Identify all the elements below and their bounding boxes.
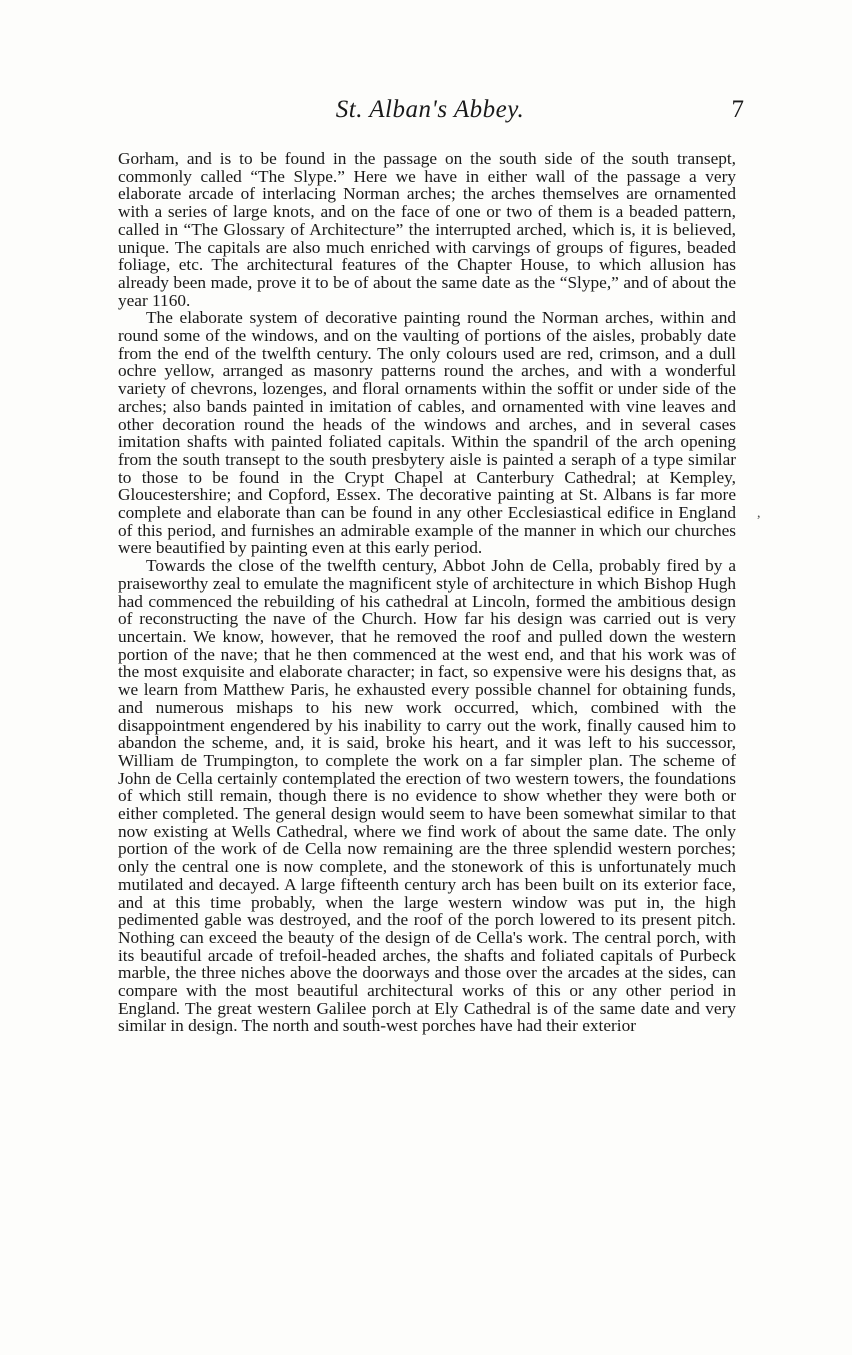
- page-number: 7: [731, 96, 744, 123]
- paragraph-1: Gorham, and is to be found in the passage on the south side of the south transept, commonly called “The Slype.” Here we have in either wall of the passage a very elaborate arcade of interlacing Norman arches; the arches themselves are ornamented with a series of large knots, and on the face of one or two of them is a beaded pattern, called in “The Glossary of Architecture” the interrupted arched, which is, it is believed, unique. The capitals are also much enriched with carvings of groups of figures, beaded foliage, etc. The architectural features of the Chapter House, to which allusion has already been made, prove it to be of about the same date as the “Slype,” and of about the year 1160.: [118, 149, 736, 310]
- running-header: [110, 96, 750, 132]
- body-text: [118, 150, 736, 1035]
- margin-mark: ,: [757, 506, 761, 521]
- paragraph-2: The elaborate system of decorative painting round the Norman arches, within and round some of the windows, and on the vaulting of portions of the aisles, probably date from the end of the twelfth century. The only colours used are red, crimson, and a dull ochre yellow, arranged as masonry patterns round the arches, and with a wonderful variety of chevrons, lozenges, and floral ornaments within the soffit or under side of the arches; also bands painted in imitation of cables, and ornamented with vine leaves and other decoration round the heads of the windows and arches, and in several cases imitation shafts with painted foliated capitals. Within the spandril of the arch opening from the south transept to the south presbytery aisle is painted a seraph of a type similar to those to be found in the Crypt Chapel at Canterbury Cathedral; at Kempley, Gloucestershire; and Copford, Essex. The decorative painting at St. Albans is far more complete and elaborate than can be found in any other Ecclesiastical edifice in England of this period, and furnishes an admirable example of the manner in which our churches were beautified by painting even at this early period.: [118, 308, 736, 558]
- running-title: St. Alban's Abbey.: [335, 96, 525, 123]
- paragraph-3: Towards the close of the twelfth century, Abbot John de Cella, probably fired by a praiseworthy zeal to emulate the magnificent style of architecture in which Bishop Hugh had commenced the rebuilding of his cathedral at Lincoln, formed the ambitious design of reconstructing the nave of the Church. How far his design was carried out is very uncertain. We know, however, that he removed the roof and pulled down the western portion of the nave; that he then commenced at the west end, and that his work was of the most exquisite and elaborate character; in fact, so expensive were his designs that, as we learn from Matthew Paris, he exhausted every possible channel for obtaining funds, and numerous mishaps to his new work occurred, which, combined with the disappointment engendered by his inability to carry out the work, finally caused him to abandon the scheme, and, it is said, broke his heart, and it was left to his successor, William de Trumpington, to complete the work on a far simpler plan. The scheme of John de Cella certainly contemplated the erection of two western towers, the foundations of which still remain, though there is no evidence to show whether they were both or either completed. The general design would seem to have been somewhat similar to that now existing at Wells Cathedral, where we find work of about the same date. The only portion of the work of de Cella now remaining are the three splendid western porches; only the central one is now complete, and the stonework of this is unfortunately much mutilated and decayed. A large fifteenth century arch has been built on its exterior face, and at this time probably, when the large western window was put in, the high pedimented gable was destroyed, and the roof of the porch lowered to its present pitch. Nothing can exceed the beauty of the design of de Cella's work. The central porch, with its beautiful arcade of trefoil-headed arches, the shafts and foliated capitals of Purbeck marble, the three niches above the doorways and those over the arcades at the sides, can compare with the most beautiful architectural works of this or any other period in England. The great western Galilee porch at Ely Cathedral is of the same date and very similar in design. The north and south-west porches have had their exterior: [118, 556, 736, 1036]
